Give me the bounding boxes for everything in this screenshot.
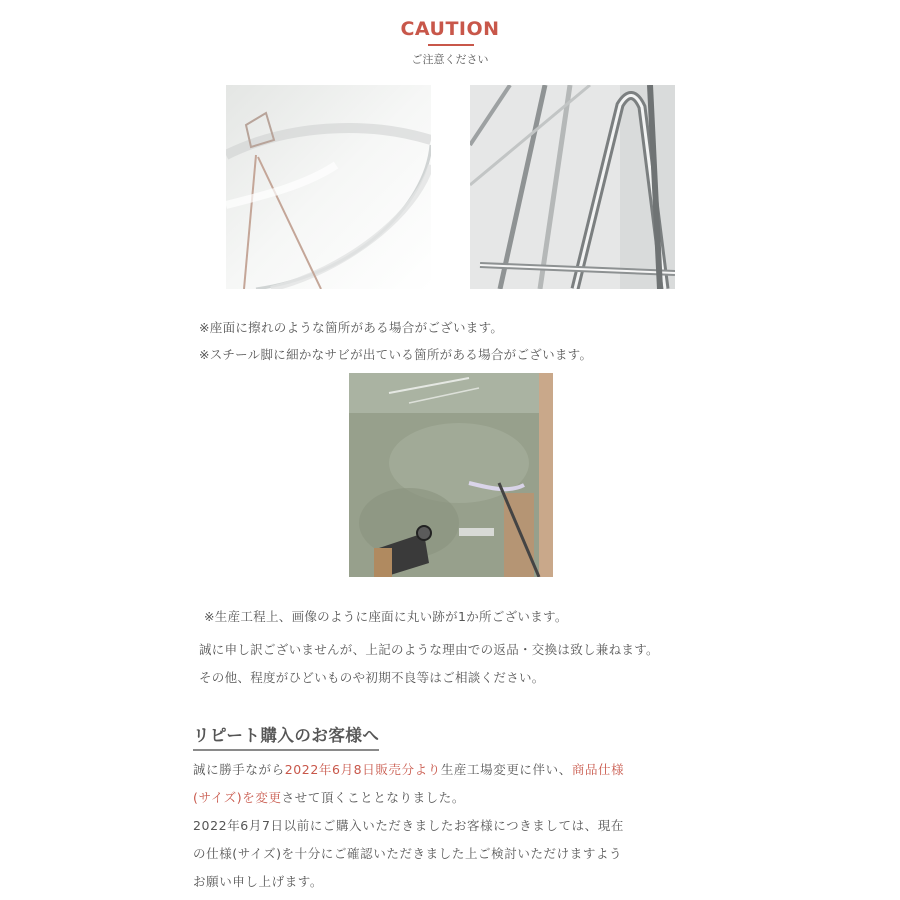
note-apology: 誠に申し訳ございませんが、上記のような理由での返品・交換は致し兼ねます。 xyxy=(199,642,659,657)
repeat-line-1a: 誠に勝手ながら xyxy=(193,762,285,777)
repeat-line-4: の仕様(サイズ)を十分にご確認いただきました上ご検討いただけますよう xyxy=(193,846,623,861)
note-consult: その他、程度がひどいものや初期不良等はご相談ください。 xyxy=(199,670,545,685)
repeat-line-1-spec: 商品仕様 xyxy=(571,762,625,777)
chrome-steel-legs-photo xyxy=(470,85,675,289)
repeat-customers-heading: リピート購入のお客様へ xyxy=(193,722,379,751)
repeat-line-3: 2022年6月7日以前にご購入いただきましたお客様につきましては、現在 xyxy=(193,818,624,833)
clear-seat-edge-photo xyxy=(226,85,431,289)
repeat-line-2-size: (サイズ)を変更 xyxy=(193,790,282,805)
repeat-line-1-date: 2022年6月8日販売分より xyxy=(284,762,441,777)
title-underline xyxy=(428,44,474,46)
caution-title: CAUTION xyxy=(400,18,500,40)
repeat-line-1c: 生産工場変更に伴い、 xyxy=(440,762,572,777)
repeat-line-2b: させて頂くこととなりました。 xyxy=(281,790,465,805)
repeat-line-2 xyxy=(193,788,465,806)
note-rust: ※スチール脚に細かなサビが出ている箇所がある場合がございます。 xyxy=(199,347,593,362)
note-scratch: ※座面に擦れのような箇所がある場合がございます。 xyxy=(199,320,504,335)
caution-subtitle: ご注意ください xyxy=(411,53,489,66)
seat-round-mark-photo xyxy=(349,373,553,577)
note-mark: ※生産工程上、画像のように座面に丸い跡が1か所ございます。 xyxy=(204,609,568,624)
repeat-line-5: お願い申し上げます。 xyxy=(193,874,324,889)
repeat-line-1 xyxy=(193,760,624,778)
